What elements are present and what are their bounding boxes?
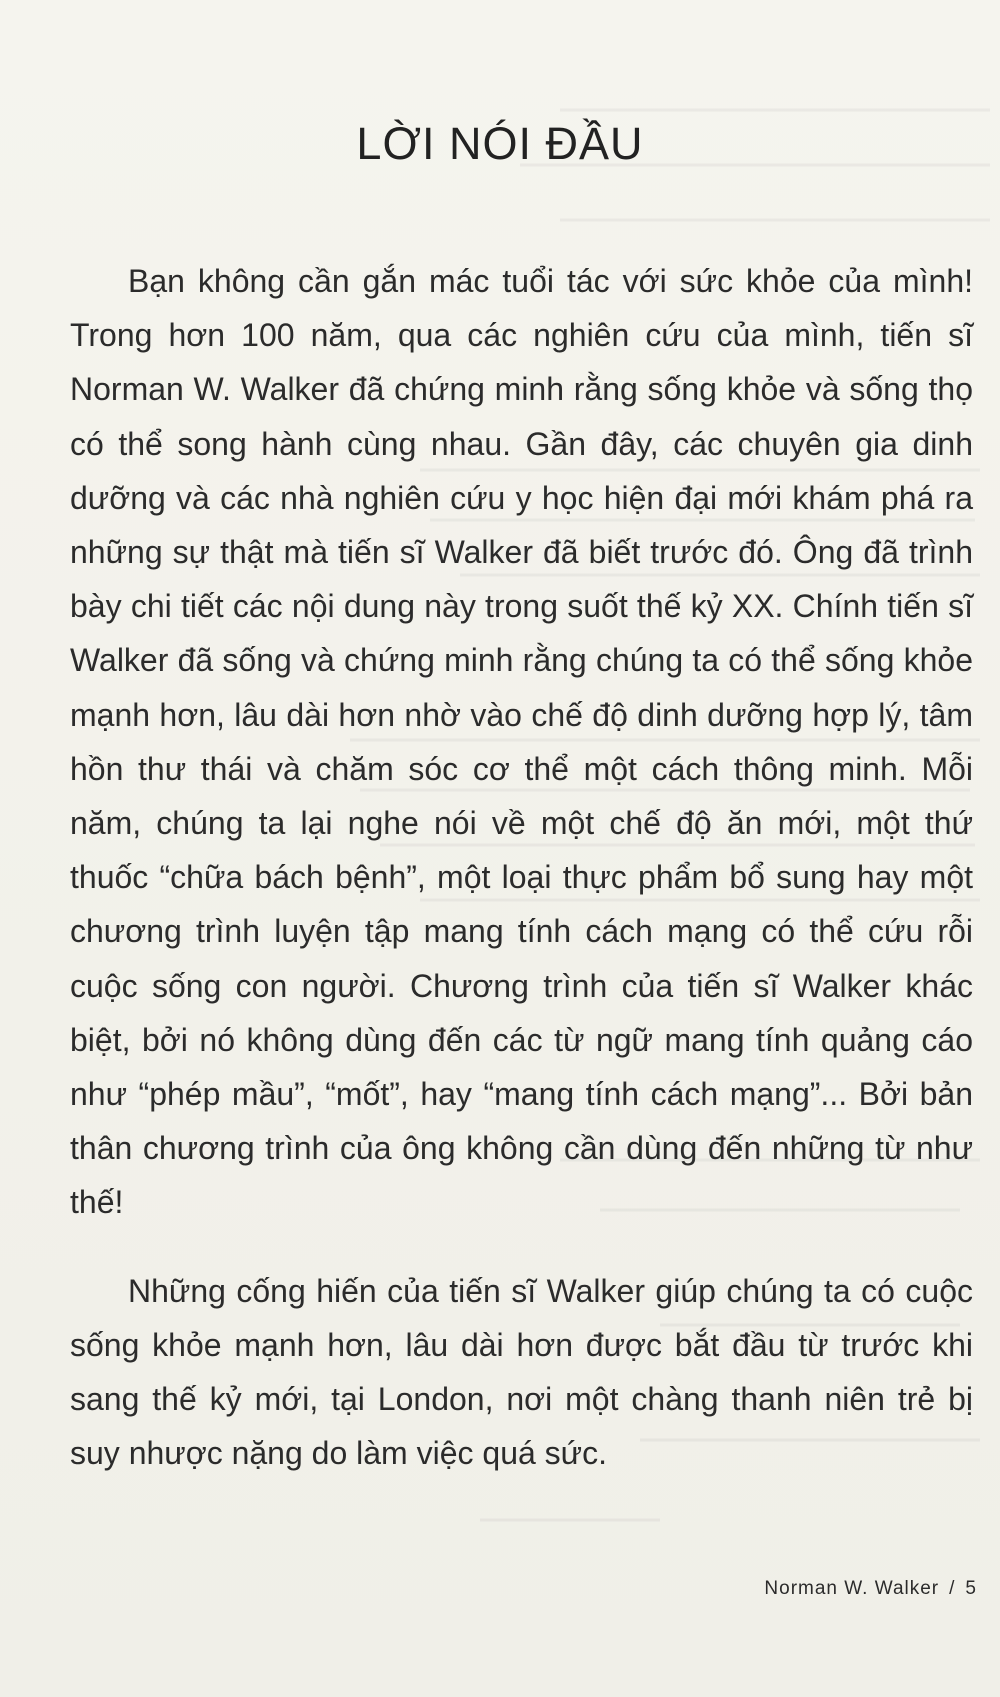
paragraph-1: Bạn không cần gắn mác tuổi tác với sức khỏe của mình! Trong hơn 100 năm, qua các nghiên cứu của mình, tiến sĩ Norman W. Walker đã chứng minh rằng sống khỏe và sống thọ có thể song hành cùng nhau. Gần đây, các chuyên gia dinh dưỡng và các nhà nghiên cứu y học hiện đại mới khám phá ra những sự thật mà tiến sĩ Walker đã biết trước đó. Ông đã trình bày chi tiết các nội dung này trong suốt thế kỷ XX. Chính tiến sĩ Walker đã sống và chứng minh rằng chúng ta có thể sống khỏe mạnh hơn, lâu dài hơn nhờ vào chế độ dinh dưỡng hợp lý, tâm hồn thư thái và chăm sóc cơ thể một cách thông minh. Mỗi năm, chúng ta lại nghe nói về một chế độ ăn mới, một thứ thuốc “chữa bách bệnh”, một loại thực phẩm bổ sung hay một chương trình luyện tập mang tính cách mạng có thể cứu rỗi cuộc sống con người. Chương trình của tiến sĩ Walker khác biệt, bởi nó không dùng đến các từ ngữ mang tính quảng cáo như “phép mầu”, “mốt”, hay “mang tính cách mạng”... Bởi bản thân chương trình của ông không cần dùng đến những từ như thế! (70, 263, 973, 1221)
footer-separator: / (949, 1578, 956, 1599)
chapter-title: LỜI NÓI ĐẦU (356, 118, 644, 169)
page-footer (764, 1578, 977, 1600)
footer-author: Norman W. Walker (764, 1578, 940, 1599)
paragraph-2: Những cống hiến của tiến sĩ Walker giúp chúng ta có cuộc sống khỏe mạnh hơn, lâu dài hơn được bắt đầu từ trước khi sang thế kỷ mới, tại London, nơi một chàng thanh niên trẻ bị suy nhược nặng do làm việc quá sức. (70, 1272, 973, 1472)
page-number: 5 (965, 1578, 977, 1599)
body-text (70, 254, 973, 1480)
